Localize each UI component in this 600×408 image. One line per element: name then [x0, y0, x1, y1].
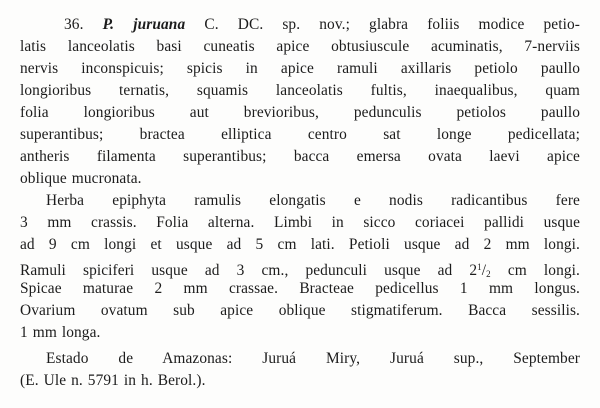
description-line-1 — [64, 14, 580, 36]
description-line-3: nervis inconspicuis; spicis in apice ramuli axillaris petiolo paullo — [20, 60, 580, 77]
locality-line-1: Estado de Amazonas: Juruá Miry, Juruá sup., September — [46, 350, 580, 367]
description-line-1-rest: C. DC. sp. nov.; glabra foliis modice petio- — [185, 16, 581, 33]
species-number: 36. — [64, 16, 84, 33]
description-line-2: latis lanceolatis basi cuneatis apice obtusiuscule acuminatis, 7-nerviis — [20, 38, 580, 55]
habitat-line-3: ad 9 cm longi et usque ad 5 cm lati. Petioli usque ad 2 mm longi. — [20, 236, 580, 253]
habitat-line-5: Spicae maturae 2 mm crassae. Bracteae pedicellus 1 mm longus. — [20, 280, 580, 297]
description-line-5: folia longioribus aut brevioribus, pedunculis petiolos paullo — [20, 104, 580, 121]
species-epithet: juruana — [133, 16, 186, 33]
description-line-7: antheris filamenta superantibus; bacca emersa ovata laevi apice — [20, 148, 580, 165]
fraction — [477, 262, 491, 279]
habitat-line-6: Ovarium ovatum sub apice oblique stigmatiferum. Bacca sessilis. — [20, 302, 580, 319]
habitat-line-4-pre: Ramuli spiciferi usque ad 3 cm., pedunculi usque ad 2 — [20, 262, 478, 279]
habitat-line-1: Herba epiphyta ramulis elongatis e nodis radicantibus fere — [46, 192, 580, 209]
fraction-numerator: 1 — [477, 262, 482, 272]
species-name — [103, 16, 186, 33]
description-line-4: longioribus ternatis, squamis lanceolatis fultis, inaequalibus, quam — [20, 82, 580, 99]
description-line-6: superantibus; bractea elliptica centro sat longe pedicellata; — [20, 126, 580, 143]
description-line-8: oblique mucronata. — [20, 170, 142, 187]
habitat-line-7: 1 mm longa. — [20, 324, 101, 341]
habitat-line-4 — [20, 256, 580, 278]
habitat-line-2: 3 mm crassis. Folia alterna. Limbi in sicco coriacei pallidi usque — [20, 214, 580, 231]
fraction-denominator: 2 — [486, 269, 491, 279]
habitat-line-4-post: cm longi. — [490, 262, 580, 279]
locality-line-2: (E. Ule n. 5791 in h. Berol.). — [20, 372, 206, 389]
genus-abbrev: P. — [102, 16, 115, 33]
fraction-slash: / — [481, 262, 487, 279]
